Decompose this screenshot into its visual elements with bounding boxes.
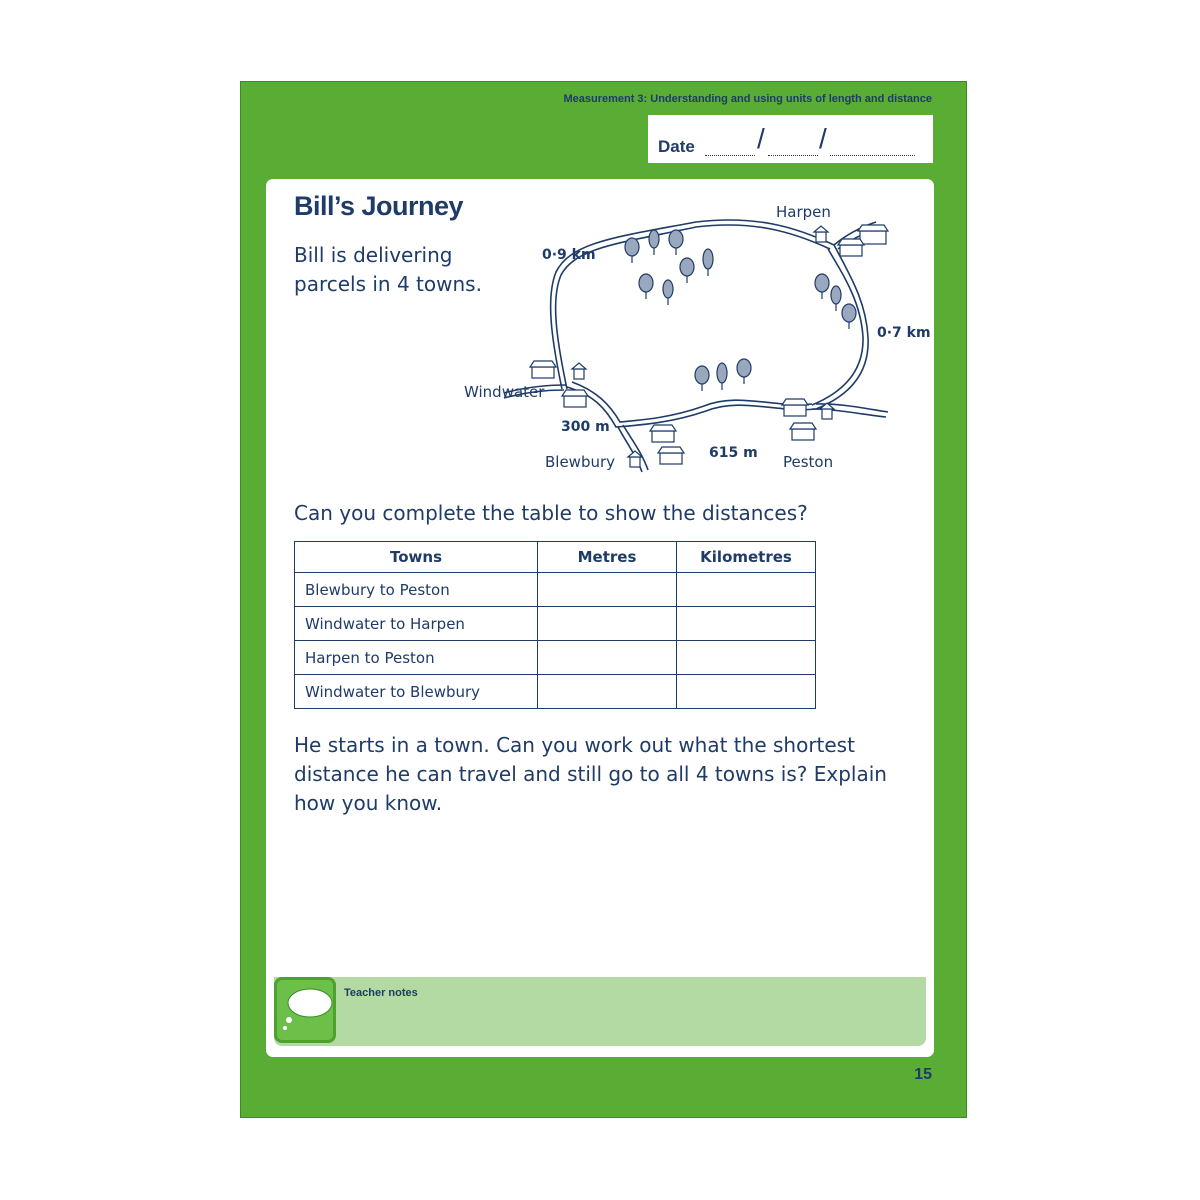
teacher-notes-panel <box>274 977 926 1046</box>
date-label: Date <box>658 137 695 156</box>
date-year-field[interactable] <box>830 155 915 156</box>
teacher-notes-icon-box <box>274 977 336 1043</box>
row-town: Windwater to Blewbury <box>295 675 538 709</box>
metres-cell[interactable] <box>538 607 677 641</box>
distance-windwater-blewbury: 300 m <box>561 419 610 435</box>
town-blewbury: Blewbury <box>545 453 616 471</box>
table-row <box>295 641 816 675</box>
town-windwater: Windwater <box>464 383 545 401</box>
metres-cell[interactable] <box>538 573 677 607</box>
distance-harpen-peston: 0·7 km <box>877 325 931 341</box>
town-peston: Peston <box>783 453 834 471</box>
distance-windwater-harpen: 0·9 km <box>542 247 596 263</box>
section-title: Measurement 3: Understanding and using units of length and distance <box>563 93 932 105</box>
page-number: 15 <box>914 1066 932 1083</box>
header-metres: Metres <box>538 542 677 573</box>
header-towns: Towns <box>295 542 538 573</box>
table-row <box>295 607 816 641</box>
distance-table <box>294 541 816 709</box>
date-box <box>648 115 933 163</box>
table-header-row <box>295 542 816 573</box>
date-month-field[interactable] <box>768 155 818 156</box>
teacher-notes-label: Teacher notes <box>344 987 418 999</box>
kilometres-cell[interactable] <box>677 675 816 709</box>
shortest-distance-question: He starts in a town. Can you work out what the shortest distance he can travel and still go to all 4 towns is? Explain how you know. <box>294 733 887 815</box>
metres-cell[interactable] <box>538 675 677 709</box>
distance-blewbury-peston: 615 m <box>709 445 758 461</box>
date-day-field[interactable] <box>705 155 755 156</box>
table-question: Can you complete the table to show the distances? <box>294 501 808 525</box>
intro-text: Bill is delivering parcels in 4 towns. <box>294 243 482 296</box>
date-slash-1: / <box>757 123 765 154</box>
town-harpen: Harpen <box>776 203 831 221</box>
kilometres-cell[interactable] <box>677 641 816 675</box>
kilometres-cell[interactable] <box>677 573 816 607</box>
worksheet-page <box>240 81 967 1118</box>
worksheet-title: Bill’s Journey <box>294 191 464 221</box>
row-town: Windwater to Harpen <box>295 607 538 641</box>
kilometres-cell[interactable] <box>677 607 816 641</box>
header-kilometres: Kilometres <box>677 542 816 573</box>
table-row <box>295 675 816 709</box>
row-town: Blewbury to Peston <box>295 573 538 607</box>
date-slash-2: / <box>819 123 827 154</box>
thought-bubble-icon <box>277 980 333 1040</box>
journey-map <box>456 187 936 477</box>
metres-cell[interactable] <box>538 641 677 675</box>
content-card <box>266 179 934 1057</box>
row-town: Harpen to Peston <box>295 641 538 675</box>
table-row <box>295 573 816 607</box>
